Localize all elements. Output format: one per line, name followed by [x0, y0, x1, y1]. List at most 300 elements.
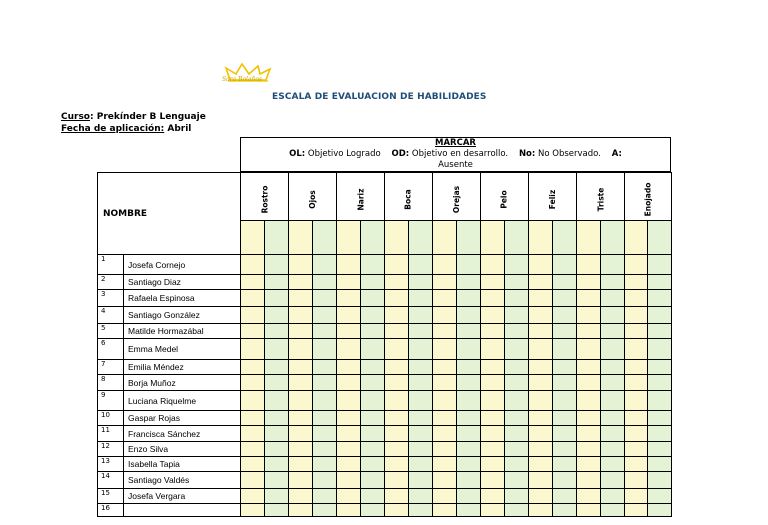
score-cell-yellow[interactable]: [385, 255, 409, 275]
score-cell-yellow[interactable]: [433, 442, 457, 457]
score-cell-green[interactable]: [457, 426, 481, 442]
score-cell-green[interactable]: [313, 339, 337, 360]
score-cell-yellow[interactable]: [625, 426, 648, 442]
score-cell-yellow[interactable]: [577, 360, 601, 375]
row-number: 13: [98, 457, 124, 472]
score-cell-yellow[interactable]: [577, 275, 601, 290]
subheader-cell: [457, 221, 481, 255]
score-cell-yellow[interactable]: [577, 504, 601, 517]
score-cell-green[interactable]: [648, 290, 672, 307]
score-cell-green[interactable]: [265, 360, 289, 375]
score-cell-yellow[interactable]: [385, 307, 409, 324]
score-cell-green[interactable]: [505, 504, 529, 517]
score-cell-green[interactable]: [505, 339, 529, 360]
score-cell-green[interactable]: [265, 504, 289, 517]
score-cell-green[interactable]: [457, 255, 481, 275]
score-cell-yellow[interactable]: [625, 411, 648, 426]
score-cell-green[interactable]: [601, 442, 625, 457]
score-cell-yellow[interactable]: [241, 324, 265, 339]
score-cell-green[interactable]: [409, 411, 433, 426]
score-cell-green[interactable]: [457, 307, 481, 324]
score-cell-yellow[interactable]: [529, 324, 553, 339]
score-cell-yellow[interactable]: [433, 324, 457, 339]
score-cell-green[interactable]: [601, 255, 625, 275]
score-cell-green[interactable]: [648, 426, 672, 442]
score-cell-yellow[interactable]: [481, 442, 505, 457]
score-cell-green[interactable]: [409, 442, 433, 457]
score-cell-yellow[interactable]: [481, 255, 505, 275]
score-cell-yellow[interactable]: [481, 504, 505, 517]
score-cell-green[interactable]: [553, 411, 577, 426]
score-cell-green[interactable]: [265, 324, 289, 339]
score-cell-green[interactable]: [361, 360, 385, 375]
score-cell-yellow[interactable]: [433, 411, 457, 426]
score-cell-yellow[interactable]: [337, 307, 361, 324]
score-cell-green[interactable]: [265, 307, 289, 324]
score-cell-yellow[interactable]: [289, 255, 313, 275]
score-cell-yellow[interactable]: [385, 472, 409, 489]
score-cell-green[interactable]: [313, 472, 337, 489]
score-cell-yellow[interactable]: [241, 457, 265, 472]
score-cell-yellow[interactable]: [577, 255, 601, 275]
score-cell-green[interactable]: [361, 426, 385, 442]
score-cell-yellow[interactable]: [289, 339, 313, 360]
score-cell-green[interactable]: [409, 472, 433, 489]
score-cell-yellow[interactable]: [241, 255, 265, 275]
score-cell-green[interactable]: [505, 391, 529, 411]
score-cell-yellow[interactable]: [289, 307, 313, 324]
score-cell-yellow[interactable]: [337, 375, 361, 391]
student-name: Enzo Silva: [124, 442, 241, 457]
score-cell-green[interactable]: [265, 426, 289, 442]
score-cell-yellow[interactable]: [625, 504, 648, 517]
score-cell-green[interactable]: [313, 275, 337, 290]
score-cell-green[interactable]: [457, 290, 481, 307]
score-cell-green[interactable]: [505, 290, 529, 307]
score-cell-yellow[interactable]: [385, 426, 409, 442]
score-cell-yellow[interactable]: [625, 457, 648, 472]
score-cell-yellow[interactable]: [433, 307, 457, 324]
score-cell-green[interactable]: [457, 339, 481, 360]
score-cell-green[interactable]: [553, 504, 577, 517]
score-cell-yellow[interactable]: [289, 457, 313, 472]
score-cell-green[interactable]: [457, 360, 481, 375]
score-cell-yellow[interactable]: [625, 324, 648, 339]
score-cell-yellow[interactable]: [241, 472, 265, 489]
score-cell-green[interactable]: [553, 426, 577, 442]
score-cell-yellow[interactable]: [385, 375, 409, 391]
score-cell-yellow[interactable]: [625, 375, 648, 391]
score-cell-green[interactable]: [648, 472, 672, 489]
score-cell-green[interactable]: [361, 339, 385, 360]
score-cell-yellow[interactable]: [433, 504, 457, 517]
score-cell-green[interactable]: [361, 290, 385, 307]
score-cell-green[interactable]: [361, 457, 385, 472]
score-cell-green[interactable]: [457, 391, 481, 411]
score-cell-green[interactable]: [409, 339, 433, 360]
score-cell-green[interactable]: [313, 489, 337, 504]
legend-a-code: A:: [611, 149, 622, 159]
score-cell-green[interactable]: [265, 290, 289, 307]
score-cell-green[interactable]: [553, 457, 577, 472]
score-cell-green[interactable]: [409, 290, 433, 307]
score-cell-green[interactable]: [601, 457, 625, 472]
score-cell-green[interactable]: [265, 457, 289, 472]
score-cell-green[interactable]: [361, 489, 385, 504]
score-cell-yellow[interactable]: [529, 375, 553, 391]
score-cell-green[interactable]: [265, 275, 289, 290]
student-name: Josefa Vergara: [124, 489, 241, 504]
score-cell-green[interactable]: [648, 442, 672, 457]
score-cell-yellow[interactable]: [433, 290, 457, 307]
score-cell-yellow[interactable]: [241, 489, 265, 504]
score-cell-green[interactable]: [601, 411, 625, 426]
score-cell-yellow[interactable]: [337, 360, 361, 375]
score-cell-green[interactable]: [409, 275, 433, 290]
score-cell-yellow[interactable]: [337, 426, 361, 442]
score-cell-green[interactable]: [648, 457, 672, 472]
score-cell-green[interactable]: [648, 411, 672, 426]
score-cell-yellow[interactable]: [337, 457, 361, 472]
score-cell-green[interactable]: [648, 324, 672, 339]
score-cell-green[interactable]: [313, 375, 337, 391]
score-cell-yellow[interactable]: [625, 360, 648, 375]
score-cell-green[interactable]: [601, 275, 625, 290]
score-cell-green[interactable]: [601, 391, 625, 411]
score-cell-yellow[interactable]: [337, 339, 361, 360]
score-cell-yellow[interactable]: [289, 411, 313, 426]
score-cell-green[interactable]: [457, 472, 481, 489]
score-cell-green[interactable]: [457, 442, 481, 457]
score-cell-green[interactable]: [553, 290, 577, 307]
score-cell-yellow[interactable]: [433, 391, 457, 411]
score-cell-green[interactable]: [505, 411, 529, 426]
score-cell-yellow[interactable]: [337, 290, 361, 307]
score-cell-yellow[interactable]: [529, 360, 553, 375]
score-cell-yellow[interactable]: [481, 339, 505, 360]
score-cell-yellow[interactable]: [481, 275, 505, 290]
score-cell-green[interactable]: [361, 442, 385, 457]
score-cell-yellow[interactable]: [529, 489, 553, 504]
score-cell-green[interactable]: [601, 324, 625, 339]
table-row: [98, 489, 672, 504]
score-cell-green[interactable]: [457, 275, 481, 290]
score-cell-green[interactable]: [553, 307, 577, 324]
score-cell-green[interactable]: [601, 290, 625, 307]
score-cell-yellow[interactable]: [385, 324, 409, 339]
score-cell-yellow[interactable]: [529, 339, 553, 360]
score-cell-yellow[interactable]: [529, 457, 553, 472]
score-cell-yellow[interactable]: [289, 324, 313, 339]
score-cell-yellow[interactable]: [241, 360, 265, 375]
score-cell-green[interactable]: [265, 339, 289, 360]
score-cell-yellow[interactable]: [481, 457, 505, 472]
score-cell-green[interactable]: [505, 275, 529, 290]
score-cell-green[interactable]: [265, 472, 289, 489]
score-cell-green[interactable]: [361, 472, 385, 489]
score-cell-yellow[interactable]: [337, 489, 361, 504]
score-cell-green[interactable]: [505, 442, 529, 457]
score-cell-green[interactable]: [601, 489, 625, 504]
score-cell-yellow[interactable]: [481, 472, 505, 489]
score-cell-yellow[interactable]: [577, 426, 601, 442]
row-number: 1: [98, 255, 124, 275]
score-cell-green[interactable]: [265, 411, 289, 426]
score-cell-yellow[interactable]: [337, 391, 361, 411]
score-cell-green[interactable]: [648, 504, 672, 517]
score-cell-yellow[interactable]: [337, 442, 361, 457]
score-cell-green[interactable]: [409, 391, 433, 411]
score-cell-green[interactable]: [409, 255, 433, 275]
score-cell-yellow[interactable]: [625, 255, 648, 275]
score-cell-yellow[interactable]: [241, 442, 265, 457]
score-cell-yellow[interactable]: [577, 324, 601, 339]
score-cell-yellow[interactable]: [385, 339, 409, 360]
score-cell-green[interactable]: [313, 360, 337, 375]
score-cell-yellow[interactable]: [433, 255, 457, 275]
score-cell-green[interactable]: [313, 442, 337, 457]
score-cell-green[interactable]: [648, 375, 672, 391]
score-cell-yellow[interactable]: [481, 426, 505, 442]
score-cell-green[interactable]: [601, 339, 625, 360]
score-cell-green[interactable]: [505, 472, 529, 489]
score-cell-green[interactable]: [361, 375, 385, 391]
score-cell-green[interactable]: [313, 411, 337, 426]
score-cell-yellow[interactable]: [385, 489, 409, 504]
score-cell-yellow[interactable]: [433, 339, 457, 360]
score-cell-green[interactable]: [505, 255, 529, 275]
score-cell-yellow[interactable]: [289, 290, 313, 307]
score-cell-yellow[interactable]: [481, 307, 505, 324]
score-cell-yellow[interactable]: [577, 489, 601, 504]
score-cell-yellow[interactable]: [289, 442, 313, 457]
score-cell-green[interactable]: [457, 324, 481, 339]
score-cell-yellow[interactable]: [433, 426, 457, 442]
score-cell-yellow[interactable]: [577, 339, 601, 360]
score-cell-yellow[interactable]: [289, 375, 313, 391]
score-cell-green[interactable]: [553, 339, 577, 360]
score-cell-green[interactable]: [361, 324, 385, 339]
score-cell-green[interactable]: [553, 472, 577, 489]
score-cell-yellow[interactable]: [241, 426, 265, 442]
score-cell-yellow[interactable]: [625, 339, 648, 360]
score-cell-yellow[interactable]: [241, 504, 265, 517]
score-cell-yellow[interactable]: [241, 339, 265, 360]
score-cell-yellow[interactable]: [337, 411, 361, 426]
score-cell-green[interactable]: [265, 375, 289, 391]
score-cell-green[interactable]: [313, 391, 337, 411]
score-cell-green[interactable]: [553, 360, 577, 375]
score-cell-green[interactable]: [265, 255, 289, 275]
score-cell-green[interactable]: [409, 375, 433, 391]
score-cell-green[interactable]: [361, 307, 385, 324]
score-cell-yellow[interactable]: [625, 442, 648, 457]
score-cell-green[interactable]: [648, 360, 672, 375]
score-cell-yellow[interactable]: [385, 391, 409, 411]
score-cell-yellow[interactable]: [625, 307, 648, 324]
score-cell-yellow[interactable]: [577, 442, 601, 457]
score-cell-yellow[interactable]: [241, 375, 265, 391]
score-cell-green[interactable]: [313, 290, 337, 307]
score-cell-yellow[interactable]: [433, 360, 457, 375]
score-cell-yellow[interactable]: [529, 307, 553, 324]
score-cell-green[interactable]: [457, 504, 481, 517]
score-cell-green[interactable]: [648, 489, 672, 504]
score-cell-green[interactable]: [648, 275, 672, 290]
score-cell-yellow[interactable]: [577, 472, 601, 489]
score-cell-green[interactable]: [648, 339, 672, 360]
score-cell-yellow[interactable]: [577, 457, 601, 472]
score-cell-green[interactable]: [553, 391, 577, 411]
score-cell-yellow[interactable]: [337, 324, 361, 339]
score-cell-yellow[interactable]: [625, 472, 648, 489]
score-cell-yellow[interactable]: [385, 275, 409, 290]
score-cell-green[interactable]: [361, 411, 385, 426]
score-cell-yellow[interactable]: [529, 275, 553, 290]
column-header-label: Feliz: [547, 189, 557, 210]
score-cell-yellow[interactable]: [481, 489, 505, 504]
score-cell-yellow[interactable]: [481, 290, 505, 307]
score-cell-green[interactable]: [409, 489, 433, 504]
score-cell-yellow[interactable]: [289, 504, 313, 517]
score-cell-yellow[interactable]: [385, 442, 409, 457]
score-cell-yellow[interactable]: [529, 290, 553, 307]
score-cell-yellow[interactable]: [625, 489, 648, 504]
score-cell-green[interactable]: [313, 324, 337, 339]
score-cell-yellow[interactable]: [529, 472, 553, 489]
score-cell-yellow[interactable]: [337, 255, 361, 275]
score-cell-yellow[interactable]: [529, 391, 553, 411]
score-cell-green[interactable]: [601, 375, 625, 391]
score-cell-green[interactable]: [601, 360, 625, 375]
score-cell-yellow[interactable]: [241, 411, 265, 426]
score-cell-yellow[interactable]: [577, 411, 601, 426]
score-cell-green[interactable]: [313, 307, 337, 324]
score-cell-green[interactable]: [505, 307, 529, 324]
score-cell-green[interactable]: [313, 426, 337, 442]
score-cell-yellow[interactable]: [241, 290, 265, 307]
score-cell-green[interactable]: [648, 307, 672, 324]
score-cell-yellow[interactable]: [481, 324, 505, 339]
score-cell-green[interactable]: [457, 489, 481, 504]
score-cell-yellow[interactable]: [625, 275, 648, 290]
score-cell-green[interactable]: [505, 489, 529, 504]
score-cell-yellow[interactable]: [433, 472, 457, 489]
score-cell-yellow[interactable]: [529, 411, 553, 426]
score-cell-green[interactable]: [313, 457, 337, 472]
score-cell-green[interactable]: [313, 504, 337, 517]
score-cell-yellow[interactable]: [241, 307, 265, 324]
score-cell-yellow[interactable]: [529, 504, 553, 517]
score-cell-green[interactable]: [601, 504, 625, 517]
score-cell-yellow[interactable]: [481, 360, 505, 375]
score-cell-green[interactable]: [601, 472, 625, 489]
score-cell-yellow[interactable]: [337, 472, 361, 489]
score-cell-green[interactable]: [601, 307, 625, 324]
score-cell-green[interactable]: [505, 457, 529, 472]
score-cell-yellow[interactable]: [529, 426, 553, 442]
score-cell-green[interactable]: [265, 489, 289, 504]
score-cell-green[interactable]: [409, 504, 433, 517]
score-cell-green[interactable]: [505, 426, 529, 442]
score-cell-yellow[interactable]: [289, 489, 313, 504]
score-cell-yellow[interactable]: [289, 391, 313, 411]
score-cell-yellow[interactable]: [433, 275, 457, 290]
score-cell-yellow[interactable]: [385, 457, 409, 472]
score-cell-yellow[interactable]: [529, 255, 553, 275]
score-cell-yellow[interactable]: [337, 275, 361, 290]
score-cell-green[interactable]: [505, 360, 529, 375]
score-cell-green[interactable]: [648, 255, 672, 275]
score-cell-yellow[interactable]: [529, 442, 553, 457]
score-cell-yellow[interactable]: [481, 375, 505, 391]
score-cell-green[interactable]: [409, 457, 433, 472]
score-cell-yellow[interactable]: [433, 457, 457, 472]
score-cell-yellow[interactable]: [337, 504, 361, 517]
score-cell-yellow[interactable]: [577, 391, 601, 411]
score-cell-green[interactable]: [265, 442, 289, 457]
score-cell-yellow[interactable]: [289, 426, 313, 442]
score-cell-green[interactable]: [553, 375, 577, 391]
score-cell-green[interactable]: [313, 255, 337, 275]
score-cell-green[interactable]: [265, 391, 289, 411]
score-cell-green[interactable]: [505, 375, 529, 391]
score-cell-green[interactable]: [409, 360, 433, 375]
column-header-label: Rostro: [260, 185, 269, 214]
score-cell-yellow[interactable]: [241, 391, 265, 411]
score-cell-yellow[interactable]: [481, 391, 505, 411]
score-cell-yellow[interactable]: [577, 290, 601, 307]
score-cell-yellow[interactable]: [385, 411, 409, 426]
score-cell-yellow[interactable]: [625, 391, 648, 411]
score-cell-green[interactable]: [553, 275, 577, 290]
score-cell-yellow[interactable]: [241, 275, 265, 290]
score-cell-green[interactable]: [553, 324, 577, 339]
score-cell-green[interactable]: [361, 391, 385, 411]
score-cell-yellow[interactable]: [289, 472, 313, 489]
score-cell-yellow[interactable]: [577, 375, 601, 391]
score-cell-green[interactable]: [409, 307, 433, 324]
score-cell-green[interactable]: [601, 426, 625, 442]
score-cell-green[interactable]: [361, 255, 385, 275]
score-cell-yellow[interactable]: [385, 360, 409, 375]
score-cell-green[interactable]: [361, 504, 385, 517]
score-cell-yellow[interactable]: [289, 275, 313, 290]
score-cell-yellow[interactable]: [577, 307, 601, 324]
score-cell-green[interactable]: [553, 489, 577, 504]
score-cell-green[interactable]: [409, 324, 433, 339]
score-cell-green[interactable]: [457, 457, 481, 472]
score-cell-green[interactable]: [505, 324, 529, 339]
score-cell-yellow[interactable]: [481, 411, 505, 426]
score-cell-yellow[interactable]: [289, 360, 313, 375]
score-cell-yellow[interactable]: [385, 290, 409, 307]
score-cell-green[interactable]: [553, 442, 577, 457]
score-cell-yellow[interactable]: [385, 504, 409, 517]
column-header-label: Nariz: [355, 188, 365, 211]
score-cell-yellow[interactable]: [625, 290, 648, 307]
score-cell-yellow[interactable]: [433, 489, 457, 504]
table-row: [98, 426, 672, 442]
score-cell-green[interactable]: [648, 391, 672, 411]
score-cell-green[interactable]: [457, 375, 481, 391]
score-cell-green[interactable]: [457, 411, 481, 426]
student-name: [124, 504, 241, 517]
score-cell-green[interactable]: [409, 426, 433, 442]
score-cell-green[interactable]: [361, 275, 385, 290]
score-cell-green[interactable]: [553, 255, 577, 275]
score-cell-yellow[interactable]: [433, 375, 457, 391]
